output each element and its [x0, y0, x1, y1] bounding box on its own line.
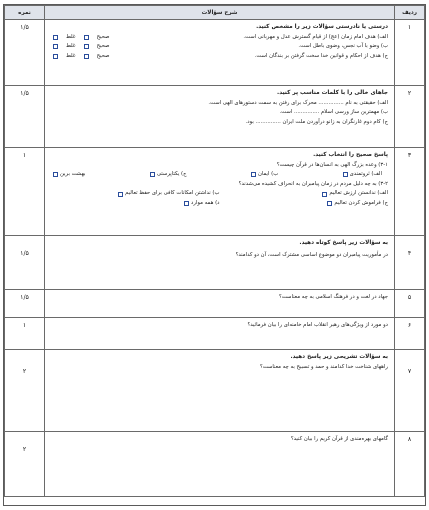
true-checkbox[interactable]: [84, 44, 89, 49]
option-label: ج) فراموش کردن تعالیم: [334, 199, 388, 206]
sub-question: ۳-۲) به چه دلیل مردم در زمان پیامبران به انحراف کشیده می‌شدند؟: [238, 180, 388, 187]
question-body: [45, 20, 395, 86]
question-score: ۱/۵: [5, 236, 45, 290]
option-label: الف) ثروتمندی: [349, 171, 382, 178]
question-score: ۱: [5, 318, 45, 350]
question-row-6: [5, 318, 425, 350]
question-score: ۱/۵: [5, 20, 45, 86]
option-checkbox[interactable]: [322, 192, 327, 197]
question-number: ۵: [395, 290, 425, 318]
option-checkbox[interactable]: [118, 192, 123, 197]
fill-blank-item: الف) حقیقتی به نام ............... محرک برای رفتن به سمت دستورهای الهی است.: [208, 99, 388, 106]
false-checkbox[interactable]: [53, 35, 58, 40]
question-title: درستی یا نادرستی سؤالات زیر را مشخص کنید.: [256, 24, 388, 30]
question-title: به سؤالات زیر پاسخ کوتاه دهید.: [299, 240, 388, 246]
option[interactable]: [51, 170, 85, 180]
option[interactable]: [148, 170, 187, 180]
statement: ب) وضو با آب نجس، وضوی باطل است.: [298, 43, 388, 50]
question-row-8: [5, 432, 425, 497]
question-body: [45, 236, 395, 290]
question-title: پاسخ صحیح را انتخاب کنید.: [313, 152, 388, 158]
fill-blank-item: ج) کام دوم غارنگران به زانو درآوردن ملت ایران ............... بود.: [245, 118, 388, 125]
question-body: [45, 318, 395, 350]
option[interactable]: [220, 189, 389, 199]
sub-question: ۳-۱) وعده بزرگ الهی به انسان‌ها در قرآن چیست؟: [276, 161, 388, 168]
option-label: الف) ندانستن ارزش تعالیم: [329, 190, 388, 197]
question-body: [45, 432, 395, 497]
question-text: گامهای بهره‌مندی از قرآن کریم را بیان کنید؟: [290, 436, 388, 442]
question-text: در مأموریت پیامبران دو موضوع اساسی مشترک است، آن دو کدامند؟: [235, 251, 388, 258]
question-title: جاهای خالی را با کلمات مناسب پر کنید.: [277, 90, 388, 96]
question-row-4: [5, 236, 425, 290]
tf-item: [51, 33, 388, 43]
question-number: ۷: [395, 350, 425, 432]
option-checkbox[interactable]: [251, 172, 256, 177]
option-label: بهشت برین: [60, 171, 86, 178]
true-checkbox[interactable]: [84, 54, 89, 59]
fill-blank-item: ب) مهمترین ساز ورسی اسلام ............... است.: [279, 109, 388, 116]
option-label: ب) نداشتن امکانات کافی برای حفظ تعالیم: [125, 190, 220, 197]
question-score: ۲: [5, 432, 45, 497]
questions-header: شرح سؤالات: [45, 6, 395, 20]
question-number: ۱: [395, 20, 425, 86]
question-number: ۲: [395, 86, 425, 148]
options-row: [51, 170, 388, 180]
question-row-5: [5, 290, 425, 318]
question-title: به سؤالات تشریحی زیر پاسخ دهید.: [290, 354, 388, 360]
question-text: راههای شناخت خدا کدامند و حمد و تسبیح به چه معناست؟: [259, 363, 388, 370]
questions-table: [4, 5, 425, 497]
question-text: دو مورد از ویژگی‌های رهبر انقلاب امام خامنه‌ای را بیان فرمائید؟: [247, 322, 388, 328]
question-number: ۸: [395, 432, 425, 497]
statement: الف) هدف امام زمان (عج) از قیام گسترش عدل و مهربانی است.: [243, 33, 388, 40]
row-header: ردیف: [395, 6, 425, 20]
table-header: [5, 6, 425, 20]
option[interactable]: [341, 170, 382, 180]
false-label: غلط: [66, 52, 76, 59]
statement: ج) هدف از احکام و قوانین خدا سخت گرفتن بر بندگان است.: [254, 52, 388, 59]
false-checkbox[interactable]: [53, 54, 58, 59]
option-checkbox[interactable]: [343, 172, 348, 177]
option[interactable]: [51, 189, 220, 199]
option[interactable]: [51, 199, 220, 209]
options-row: [51, 189, 388, 199]
question-row-3: [5, 148, 425, 236]
false-label: غلط: [66, 33, 76, 40]
option-label: ج) یکتاپرستی: [156, 171, 187, 178]
question-score: ۱: [5, 148, 45, 236]
true-label: صحیح: [96, 43, 110, 50]
question-score: ۱/۵: [5, 86, 45, 148]
question-body: [45, 148, 395, 236]
question-number: ۶: [395, 318, 425, 350]
question-number: ۳: [395, 148, 425, 236]
tf-item: [51, 52, 388, 62]
options-row: [51, 199, 388, 209]
option[interactable]: [220, 199, 389, 209]
tf-choices: [51, 33, 110, 43]
question-row-2: [5, 86, 425, 148]
true-label: صحیح: [96, 52, 110, 59]
question-number: ۴: [395, 236, 425, 290]
tf-choices: [51, 42, 110, 52]
question-score: ۱/۵: [5, 290, 45, 318]
true-checkbox[interactable]: [84, 35, 89, 40]
option-checkbox[interactable]: [53, 172, 58, 177]
option-checkbox[interactable]: [150, 172, 155, 177]
exam-sheet: [3, 4, 426, 506]
option-checkbox[interactable]: [184, 201, 189, 206]
question-body: [45, 350, 395, 432]
option-label: ب) ایمان: [257, 171, 279, 178]
false-label: غلط: [66, 43, 76, 50]
true-label: صحیح: [96, 33, 110, 40]
question-row-7: [5, 350, 425, 432]
question-row-1: [5, 20, 425, 86]
false-checkbox[interactable]: [53, 44, 58, 49]
tf-choices: [51, 52, 110, 62]
tf-item: [51, 42, 388, 52]
question-score: ۲: [5, 350, 45, 432]
question-text: جهاد در لغت و در فرهنگ اسلامی به چه معناست؟: [279, 294, 388, 300]
score-header: نمره: [5, 6, 45, 20]
option[interactable]: [249, 170, 278, 180]
question-body: [45, 290, 395, 318]
option-checkbox[interactable]: [327, 201, 332, 206]
option-label: د) همه موارد: [191, 199, 220, 206]
question-body: [45, 86, 395, 148]
